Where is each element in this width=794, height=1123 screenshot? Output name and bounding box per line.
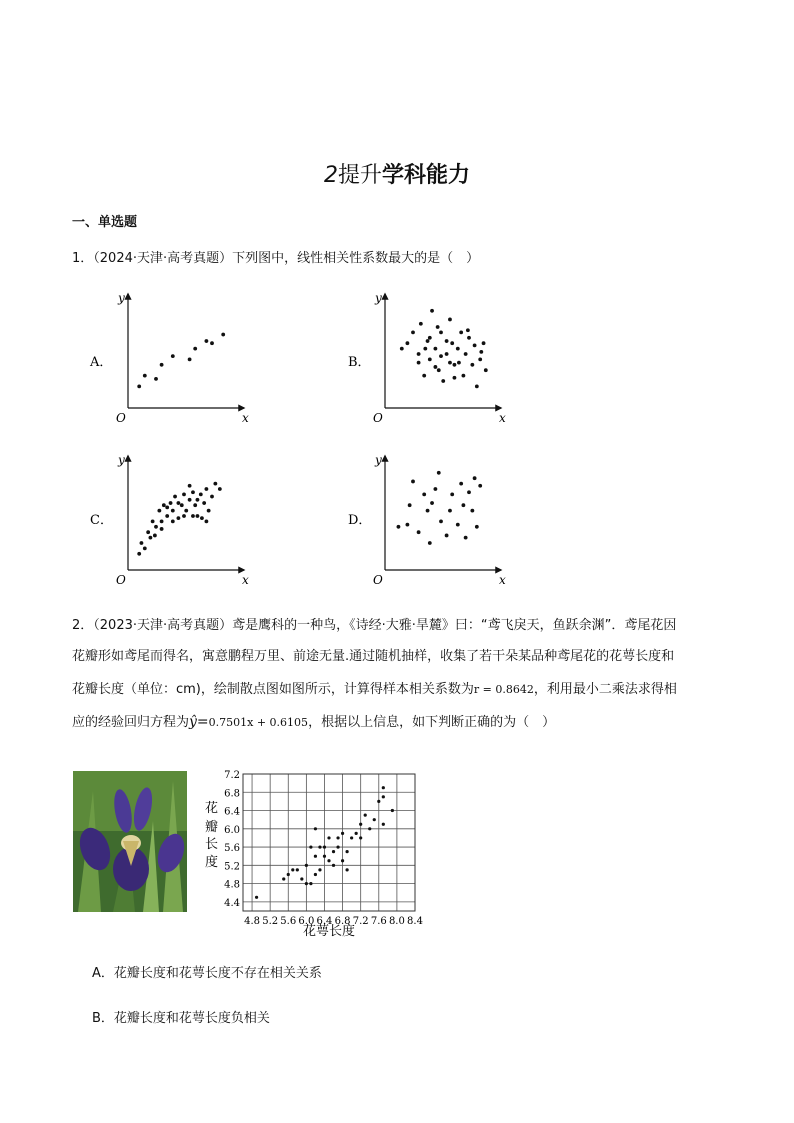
iris-photo	[73, 771, 187, 912]
q2-option-a: A．花瓣长度和花萼长度不存在相关关系	[92, 966, 322, 981]
scatter-point	[327, 836, 330, 839]
scatter-point	[368, 827, 371, 830]
data-point	[137, 552, 141, 556]
data-point	[177, 501, 181, 505]
data-point	[146, 530, 150, 534]
data-point	[408, 503, 412, 507]
data-point	[464, 352, 468, 356]
y-axis-label-1: 花	[205, 801, 219, 816]
y-tick-label: 7.2	[224, 770, 240, 781]
data-point	[154, 525, 158, 529]
scatter-point	[287, 873, 290, 876]
scatter-chart	[195, 760, 435, 945]
scatter-point	[341, 832, 344, 835]
data-point	[140, 541, 144, 545]
scatter-point	[314, 855, 317, 858]
scatter-point	[314, 827, 317, 830]
data-point	[202, 501, 206, 505]
data-point	[459, 482, 463, 486]
data-point	[437, 471, 441, 475]
data-point	[482, 341, 486, 345]
data-point	[210, 495, 214, 499]
data-point	[473, 343, 477, 347]
scatter-point	[391, 809, 394, 812]
data-point	[177, 516, 181, 520]
scatter-point	[359, 836, 362, 839]
y-axis-label-2: 瓣	[205, 820, 219, 835]
line3-text-a: 花瓣长度（单位：cm)，绘制散点图如图所示，计算得样本相关系数为	[72, 682, 474, 697]
option-d-label: D．	[348, 513, 372, 528]
q1-plots	[80, 290, 520, 590]
data-point	[173, 495, 177, 499]
data-point	[165, 514, 169, 518]
x-tick-label: 6.4	[316, 916, 333, 927]
data-point	[437, 368, 441, 372]
scatter-point	[355, 832, 358, 835]
data-point	[448, 361, 452, 365]
y-tick-label: 6.8	[224, 788, 240, 800]
data-point	[453, 376, 457, 380]
y-tick-label: 6.4	[224, 806, 240, 818]
scatter-point	[346, 850, 349, 853]
data-point	[436, 325, 440, 329]
y-axis-label: y	[375, 291, 382, 305]
data-point	[430, 501, 434, 505]
data-point	[434, 487, 438, 491]
scatter-point	[323, 855, 326, 858]
data-point	[188, 498, 192, 502]
y-tick-label: 5.2	[224, 861, 240, 873]
scatter-point	[350, 836, 353, 839]
data-point	[475, 525, 479, 529]
data-point	[160, 527, 164, 531]
x-tick-label: 6.0	[298, 916, 315, 927]
data-point	[478, 358, 482, 362]
data-point	[430, 309, 434, 313]
data-point	[417, 530, 421, 534]
x-axis-label: x	[242, 411, 249, 425]
data-point	[439, 331, 443, 335]
data-point	[182, 493, 186, 497]
question-2-line-4	[72, 711, 555, 730]
data-point	[428, 541, 432, 545]
data-point	[205, 520, 209, 524]
data-point	[210, 341, 214, 345]
plot-b	[373, 291, 506, 425]
scatter-point	[382, 786, 385, 789]
data-point	[182, 514, 186, 518]
data-point	[473, 476, 477, 480]
question-2-line-2: 花瓣形如鸢尾而得名，寓意鹏程万里、前途无量.通过随机抽样，收集了若干朵某品种鸢尾花的花萼长度和	[72, 649, 675, 664]
scatter-point	[255, 896, 258, 899]
data-point	[193, 347, 197, 351]
y-tick-label: 5.6	[224, 843, 240, 855]
data-point	[441, 379, 445, 383]
title-number: 2	[323, 163, 338, 188]
data-point	[188, 358, 192, 362]
page-title	[0, 158, 794, 189]
data-point	[419, 322, 423, 326]
data-point	[422, 374, 426, 378]
data-point	[411, 331, 415, 335]
data-point	[160, 363, 164, 367]
data-point	[169, 501, 173, 505]
data-point	[171, 520, 175, 524]
scatter-point	[332, 850, 335, 853]
plot-c	[116, 453, 249, 587]
data-point	[143, 547, 147, 551]
data-point	[439, 520, 443, 524]
line4-text-b: ，根据以上信息，如下判断正确的为（ ）	[308, 715, 556, 730]
data-point	[218, 487, 222, 491]
data-point	[450, 341, 454, 345]
data-point	[397, 525, 401, 529]
question-2-line-3	[72, 678, 677, 697]
line4-text-a: 应的经验回归方程为	[72, 715, 190, 730]
data-point	[459, 331, 463, 335]
data-point	[417, 352, 421, 356]
x-tick-label: 5.6	[280, 916, 297, 927]
data-point	[213, 482, 217, 486]
data-point	[445, 352, 449, 356]
scatter-point	[382, 795, 385, 798]
data-point	[428, 336, 432, 340]
x-tick-label: 7.2	[352, 916, 369, 927]
y-axis-label-4: 度	[205, 855, 219, 870]
scatter-point	[346, 868, 349, 871]
data-point	[439, 354, 443, 358]
data-point	[484, 368, 488, 372]
data-point	[450, 493, 454, 497]
scatter-point	[336, 836, 339, 839]
data-point	[456, 347, 460, 351]
regression-equation: 0.7501x + 0.6105	[208, 716, 309, 729]
data-point	[137, 385, 141, 389]
data-point	[171, 509, 175, 513]
data-point	[470, 509, 474, 513]
question-2-line-1: 2．（2023·天津·高考真题）鸢是鹰科的一种鸟，《诗经·大雅·旱麓》曰：“鸢飞戾天，鱼跃余渊”．鸢尾花因	[72, 618, 677, 633]
data-point	[462, 374, 466, 378]
data-point	[154, 377, 158, 381]
x-axis-label: x	[499, 411, 506, 425]
scatter-point	[318, 868, 321, 871]
data-point	[160, 520, 164, 524]
data-point	[462, 503, 466, 507]
plot-d	[373, 453, 506, 587]
data-point	[467, 490, 471, 494]
data-point	[426, 509, 430, 513]
data-point	[221, 333, 225, 337]
data-point	[464, 536, 468, 540]
scatter-point	[359, 823, 362, 826]
y-tick-label: 6.0	[224, 824, 240, 836]
x-tick-label: 8.0	[388, 916, 405, 927]
scatter-point	[309, 845, 312, 848]
data-point	[200, 516, 204, 520]
option-b-label: B．	[348, 355, 371, 370]
data-point	[470, 363, 474, 367]
data-point	[196, 498, 200, 502]
scatter-point	[291, 868, 294, 871]
correlation-r: r = 0.8642	[473, 683, 534, 696]
option-a-label: A．	[90, 355, 113, 370]
scatter-point	[282, 877, 285, 880]
scatter-point	[364, 814, 367, 817]
data-point	[184, 509, 188, 513]
y-hat-symbol: ŷ=	[189, 714, 209, 730]
scatter-point	[373, 818, 376, 821]
scatter-point	[323, 845, 326, 848]
x-tick-label: 4.8	[244, 916, 261, 927]
data-point	[400, 347, 404, 351]
scatter-point	[296, 868, 299, 871]
scatter-point	[327, 859, 330, 862]
x-tick-label: 7.6	[370, 916, 387, 927]
data-point	[153, 534, 157, 538]
data-point	[417, 361, 421, 365]
origin-label: O	[373, 411, 383, 425]
data-point	[475, 385, 479, 389]
origin-label: O	[116, 411, 126, 425]
scatter-point	[377, 800, 380, 803]
option-c-label: C．	[90, 513, 113, 528]
data-point	[207, 509, 211, 513]
data-point	[157, 509, 161, 513]
data-point	[149, 536, 153, 540]
scatter-point	[341, 859, 344, 862]
origin-label: O	[373, 573, 383, 587]
data-point	[445, 534, 449, 538]
scatter-point	[382, 823, 385, 826]
x-axis-label: x	[499, 573, 506, 587]
data-point	[453, 363, 457, 367]
scatter-point	[336, 845, 339, 848]
chart-grid	[243, 774, 415, 911]
x-tick-label: 5.2	[262, 916, 279, 927]
data-point	[188, 484, 192, 488]
q2-option-b: B．花瓣长度和花萼长度负相关	[92, 1011, 270, 1026]
data-point	[191, 490, 195, 494]
data-point	[422, 493, 426, 497]
x-tick-label: 6.8	[334, 916, 351, 927]
x-axis-label: x	[242, 573, 249, 587]
x-tick-label: 8.4	[407, 916, 423, 927]
question-1-text: 1．（2024·天津·高考真题）下列图中，线性相关性系数最大的是（ ）	[72, 251, 480, 266]
data-point	[205, 487, 209, 491]
plot-a	[116, 291, 249, 425]
data-point	[199, 493, 203, 497]
data-point	[467, 336, 471, 340]
scatter-point	[300, 877, 303, 880]
line3-text-b: ，利用最小二乘法求得相	[533, 682, 677, 697]
scatter-point	[318, 845, 321, 848]
data-point	[193, 503, 197, 507]
data-point	[191, 514, 195, 518]
title-bold: 学科能力	[382, 163, 471, 188]
data-point	[143, 374, 147, 378]
data-point	[434, 365, 438, 369]
title-prefix: 提升	[337, 163, 382, 188]
data-point	[445, 339, 449, 343]
data-point	[196, 514, 200, 518]
scatter-point	[309, 882, 312, 885]
data-point	[406, 341, 410, 345]
y-axis-label: y	[118, 453, 125, 467]
y-tick-label: 4.4	[224, 897, 240, 909]
data-point	[428, 358, 432, 362]
scatter-point	[305, 882, 308, 885]
data-point	[479, 350, 483, 354]
scatter-point	[332, 864, 335, 867]
x-axis-label: 花萼长度	[303, 924, 356, 939]
data-point	[426, 339, 430, 343]
data-point	[411, 480, 415, 484]
data-point	[171, 354, 175, 358]
origin-label: O	[116, 573, 126, 587]
chart-ticks	[224, 770, 423, 927]
data-point	[456, 523, 460, 527]
y-axis-label: y	[375, 453, 382, 467]
data-point	[457, 361, 461, 365]
section-heading: 一、单选题	[72, 215, 138, 230]
data-point	[406, 523, 410, 527]
y-tick-label: 4.8	[224, 879, 240, 891]
data-point	[151, 520, 155, 524]
plot-frame	[243, 774, 415, 911]
data-point	[478, 484, 482, 488]
y-axis-label-3: 长	[205, 837, 219, 852]
data-point	[448, 509, 452, 513]
scatter-point	[305, 864, 308, 867]
data-point	[162, 503, 166, 507]
scatter-point	[314, 873, 317, 876]
data-point	[180, 503, 184, 507]
y-axis-label: y	[118, 291, 125, 305]
data-point	[434, 347, 438, 351]
data-point	[205, 339, 209, 343]
data-point	[466, 328, 470, 332]
data-point	[448, 318, 452, 322]
data-point	[423, 347, 427, 351]
data-point	[165, 505, 169, 509]
